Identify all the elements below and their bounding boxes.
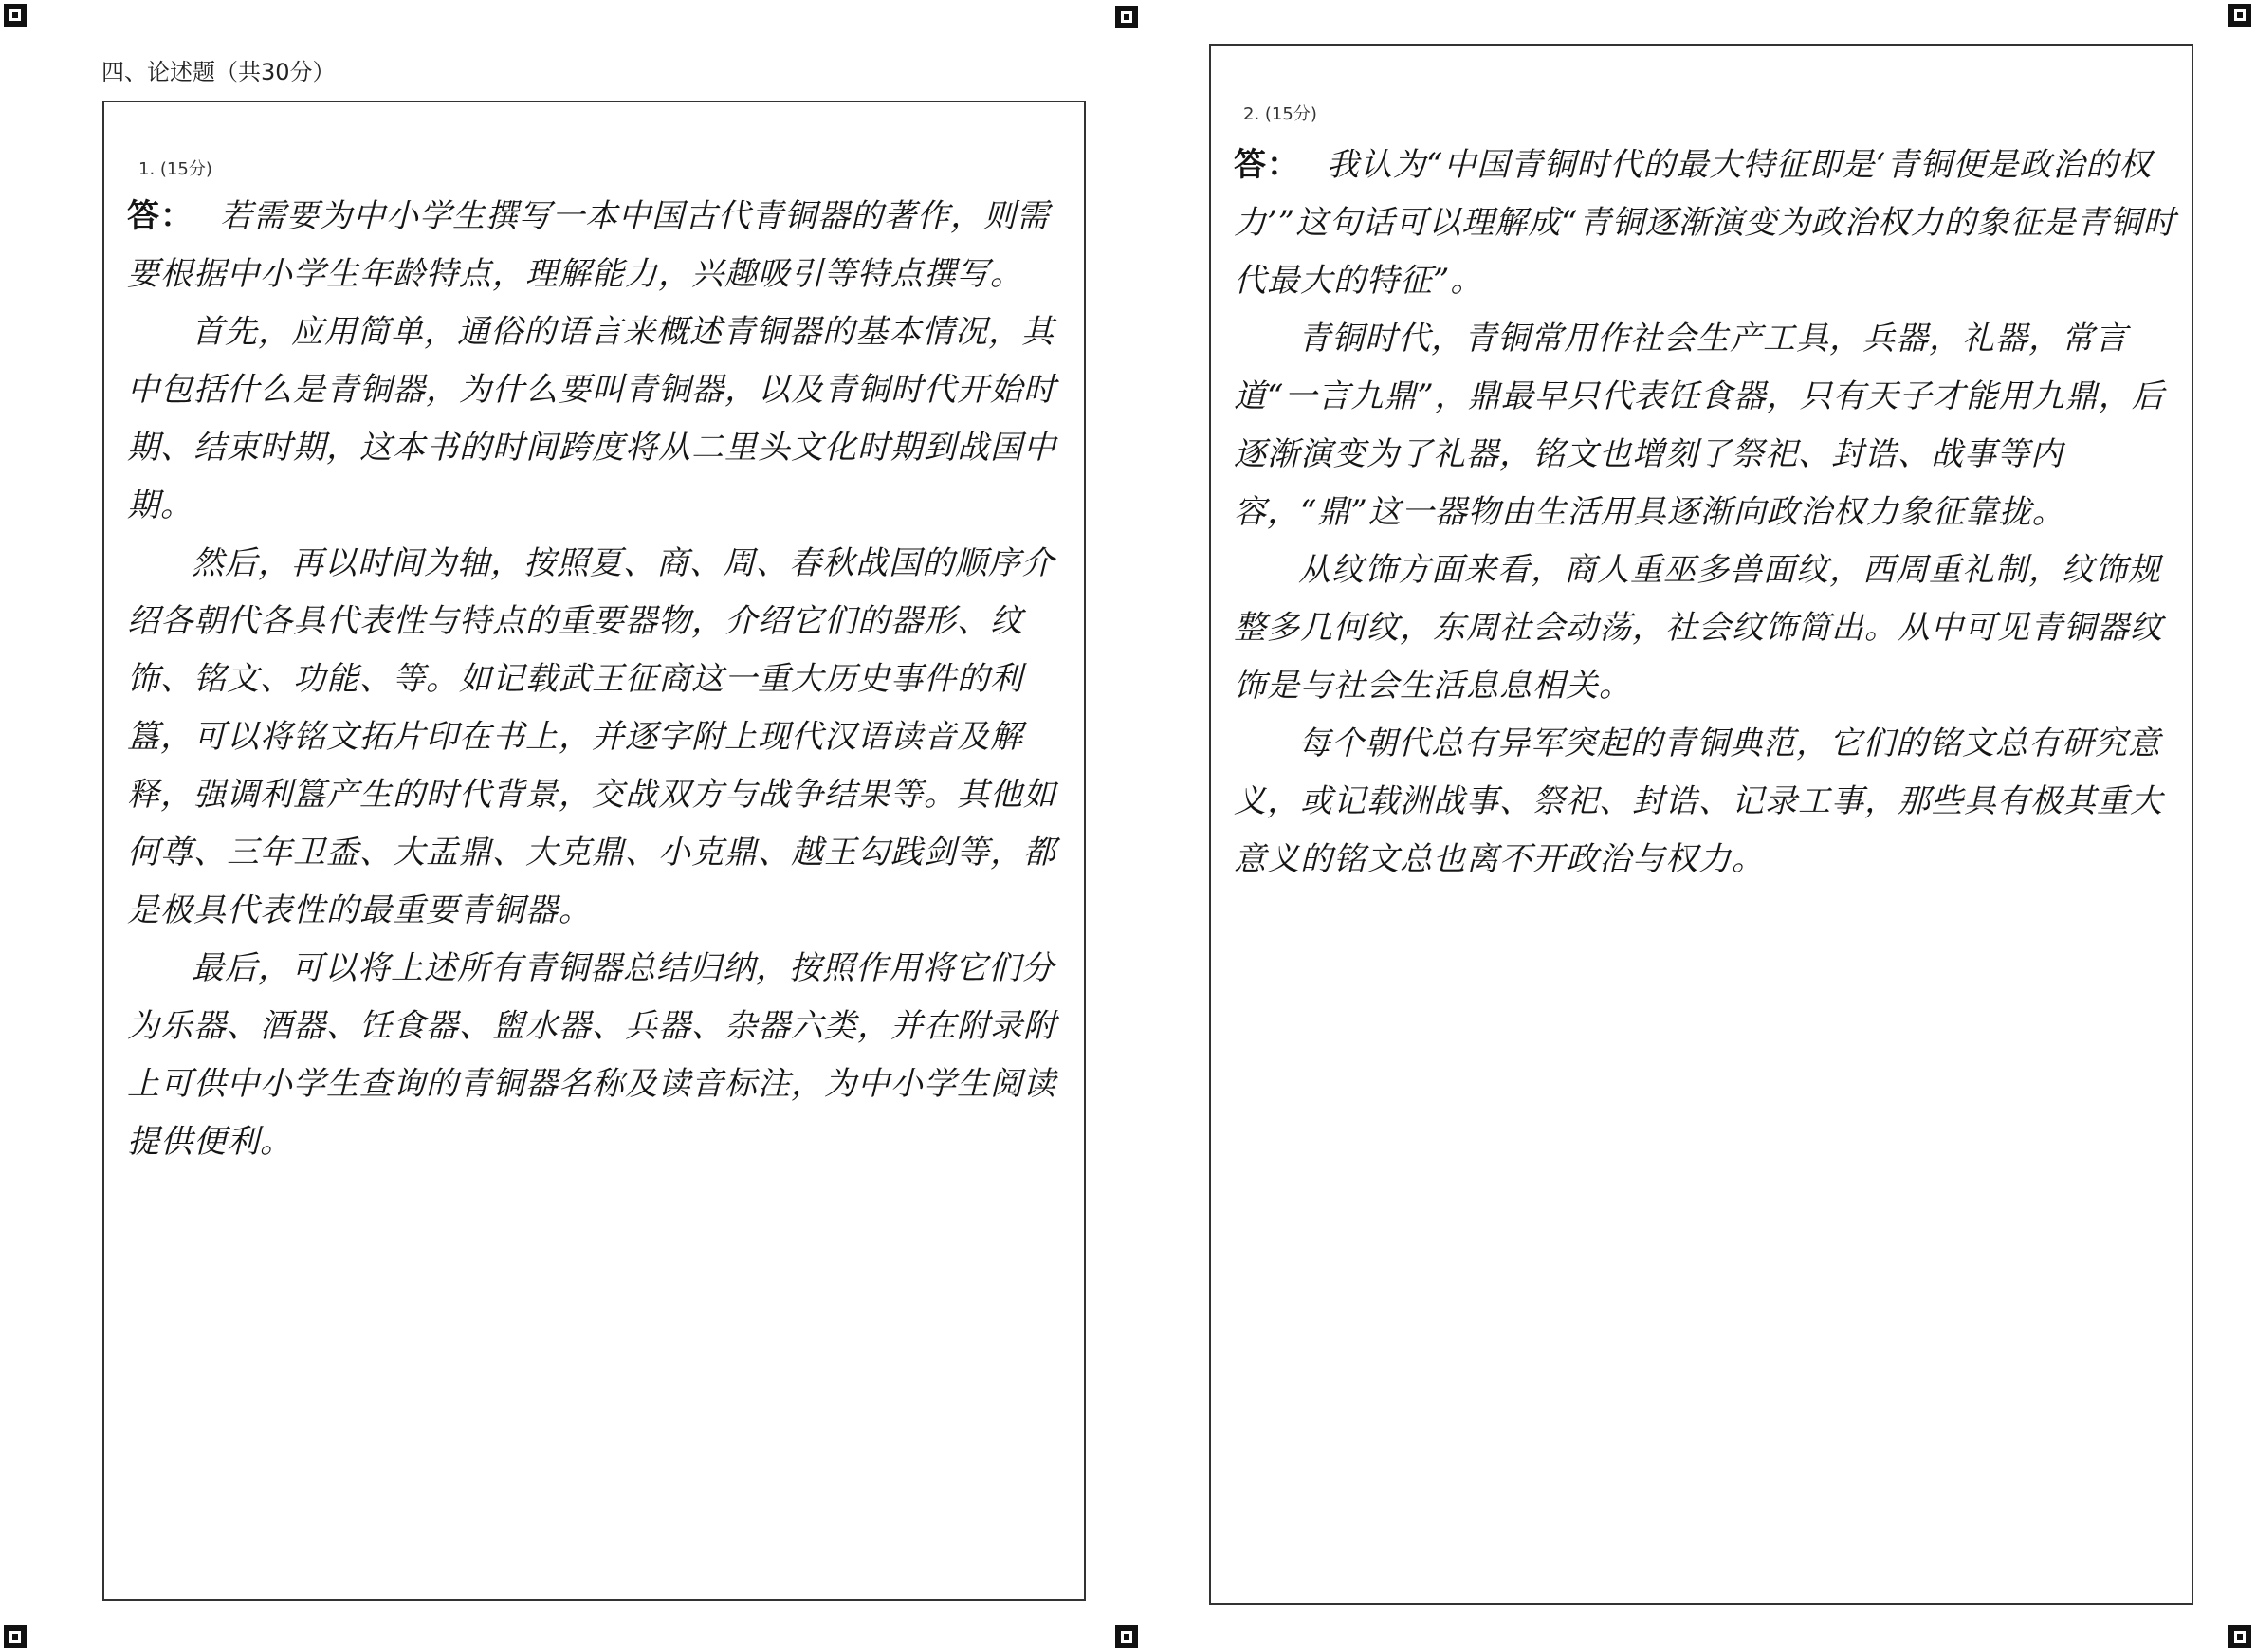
answer-paragraph: 每个朝代总有异军突起的青铜典范，它们的铭文总有研究意义，或记载洲战事、祭祀、封诰、记录工事，那些具有极其重大意义的铭文总也离不开政治与权力。 [1234, 725, 2163, 878]
answer-paragraph: 最后，可以将上述所有青铜器总结归纳，按照作用将它们分为乐器、酒器、饪食器、盥水器、兵器、杂器六类，并在附录附上可供中小学生查询的青铜器名称及读音标注，为中小学生阅读提供便利。 [127, 949, 1056, 1161]
corner-marker-bottom-right [2228, 1625, 2251, 1648]
corner-marker-top-center [1115, 6, 1138, 28]
answer-prefix: 答： [127, 197, 193, 235]
answer-box-question-2[interactable] [1209, 44, 2193, 1605]
question-2-label: 2. (15分) [1243, 104, 1317, 124]
answer-paragraph [127, 188, 1075, 303]
question-1-answer [127, 188, 1075, 1171]
answer-paragraph: 青铜时代，青铜常用作社会生产工具，兵器，礼器，常言道“一言九鼎”，鼎最早只代表饪食器，只有天子才能用九鼎，后逐渐演变为了礼器，铭文也增刻了祭祀、封诰、战事等内容，“鼎”这一器物由生活用具逐渐向政治权力象征靠拢。 [1234, 320, 2165, 531]
corner-marker-top-right [2228, 4, 2251, 27]
corner-marker-bottom-center [1115, 1625, 1138, 1648]
question-1-label: 1. (15分) [138, 159, 212, 179]
answer-paragraph-text: 我认为“中国青铜时代的最大特征即是‘青铜便是政治的权力’”这句话可以理解成“青铜逐渐演变为政治权力的象征是青铜时代最大的特征”。 [1234, 146, 2176, 300]
answer-paragraph [1234, 137, 2182, 310]
corner-marker-bottom-left [4, 1625, 27, 1648]
section-title: 四、论述题（共30分） [101, 59, 336, 85]
answer-box-question-1[interactable] [102, 101, 1086, 1601]
question-2-answer [1234, 137, 2182, 889]
corner-marker-top-left [4, 4, 27, 27]
answer-paragraph: 从纹饰方面来看，商人重巫多兽面纹，西周重礼制，纹饰规整多几何纹，东周社会动荡，社会纹饰简出。从中可见青铜器纹饰是与社会生活息息相关。 [1234, 551, 2163, 705]
answer-paragraph: 首先，应用简单，通俗的语言来概述青铜器的基本情况，其中包括什么是青铜器，为什么要叫青铜器，以及青铜时代开始时期、结束时期，这本书的时间跨度将从二里头文化时期到战国中期。 [127, 313, 1056, 524]
answer-prefix: 答： [1234, 146, 1300, 184]
answer-paragraph-text: 若需要为中小学生撰写一本中国古代青铜器的著作，则需要根据中小学生年龄特点，理解能力，兴趣吸引等特点撰写。 [127, 197, 1050, 293]
answer-paragraph: 然后，再以时间为轴，按照夏、商、周、春秋战国的顺序介绍各朝代各具代表性与特点的重要器物，介绍它们的器形、纹饰、铭文、功能、等。如记载武王征商这一重大历史事件的利簋，可以将铭文拓片印在书上，并逐字附上现代汉语读音及解释，强调利簋产生的时代背景，交战双方与战争结果等。其他如何尊、三年卫盉、大盂鼎、大克鼎、小克鼎、越王勾践剑等，都是极具代表性的最重要青铜器。 [127, 544, 1056, 929]
